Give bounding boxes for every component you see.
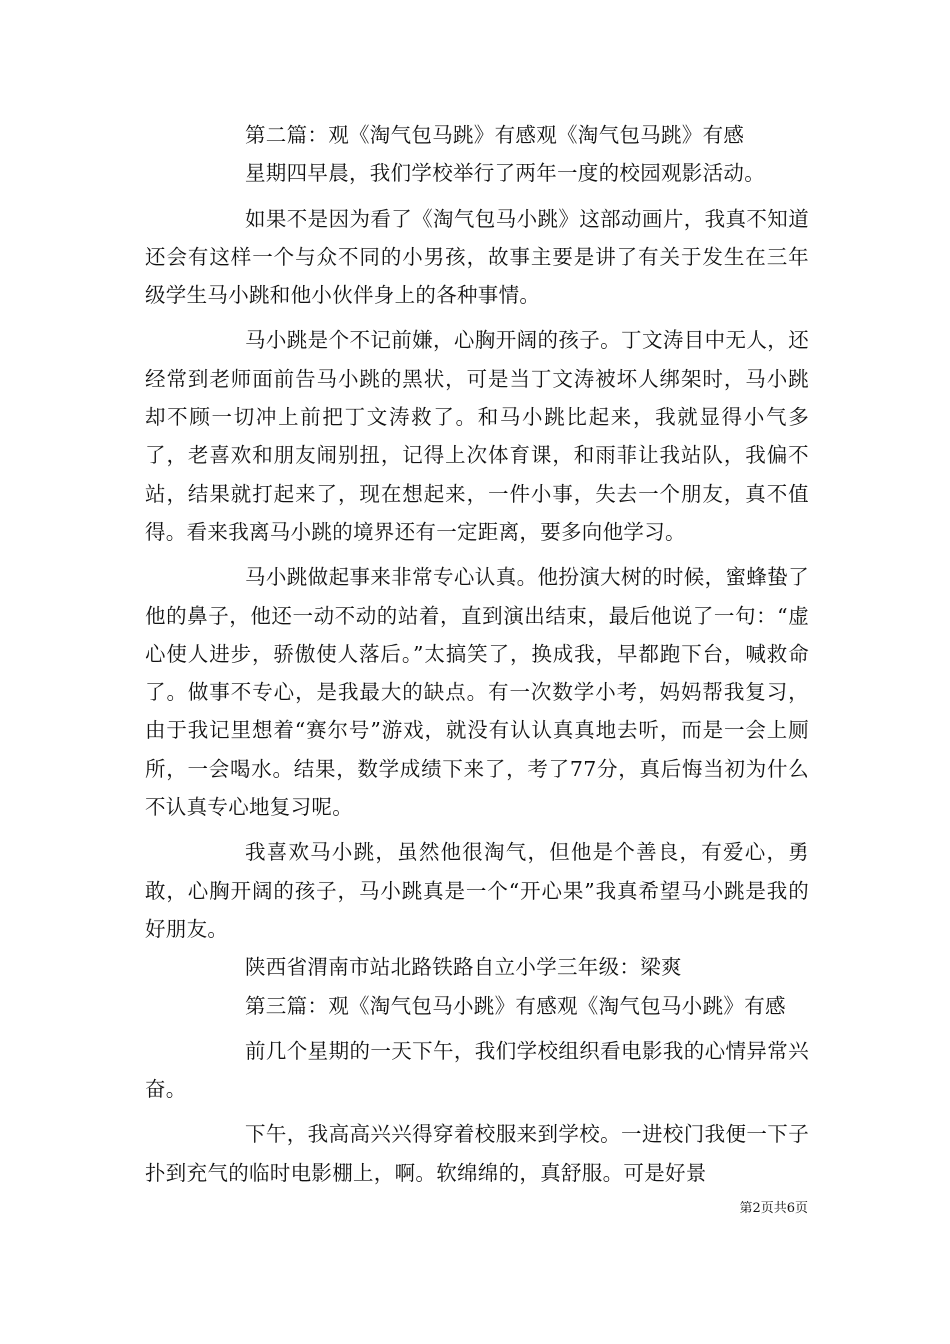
paragraph: 下午，我高高兴兴得穿着校服来到学校。一进校门我便一下子扑到充气的临时电影棚上，啊。软绵绵的，真舒服。可是好景 — [145, 1122, 809, 1185]
page-number: 第2页共6页 — [739, 1201, 808, 1216]
paragraph: 马小跳做起事来非常专心认真。他扮演大树的时候，蜜蜂蛰了他的鼻子，他还一动不动的站着，直到演出结束，最后他说了一句：“虚心使人进步，骄傲使人落后。”太搞笑了，换成我，早都跑下台，喊救命了。做事不专心，是我最大的缺点。有一次数学小考，妈妈帮我复习，由于我记里想着“赛尔号”游戏，就没有认认真真地去听，而是一会上厕所，一会喝水。结果，数学成绩下来了，考了77分，真后悔当初为什么不认真专心地复习呢。 — [145, 565, 809, 820]
paragraph: 马小跳是个不记前嫌，心胸开阔的孩子。丁文涛目中无人，还经常到老师面前告马小跳的黑状，可是当丁文涛被坏人绑架时，马小跳却不顾一切冲上前把丁文涛救了。和马小跳比起来，我就显得小气多了，老喜欢和朋友闹别扭，记得上次体育课，和雨菲让我站队，我偏不站，结果就打起来了，现在想起来，一件小事，失去一个朋友，真不值得。看来我离马小跳的境界还有一定距离，要多向他学习。 — [145, 328, 809, 544]
paragraph: 星期四早晨，我们学校举行了两年一度的校园观影活动。 — [245, 161, 765, 186]
paragraph: 如果不是因为看了《淘气包马小跳》这部动画片，我真不知道还会有这样一个与众不同的小男孩，故事主要是讲了有关于发生在三年级学生马小跳和他小伙伴身上的各种事情。 — [145, 206, 809, 308]
paragraph: 前几个星期的一天下午，我们学校组织看电影我的心情异常兴奋。 — [145, 1038, 809, 1102]
section-heading-3: 第三篇：观《淘气包马小跳》有感观《淘气包马小跳》有感 — [245, 993, 786, 1018]
section-heading-2: 第二篇：观《淘气包马跳》有感观《淘气包马跳》有感 — [245, 123, 745, 147]
author-line: 陕西省渭南市站北路铁路自立小学三年级：梁爽 — [245, 955, 682, 980]
paragraph: 我喜欢马小跳，虽然他很淘气，但他是个善良，有爱心，勇敢，心胸开阔的孩子，马小跳真是一个“开心果”我真希望马小跳是我的好朋友。 — [145, 840, 809, 941]
document-body — [145, 116, 809, 1192]
